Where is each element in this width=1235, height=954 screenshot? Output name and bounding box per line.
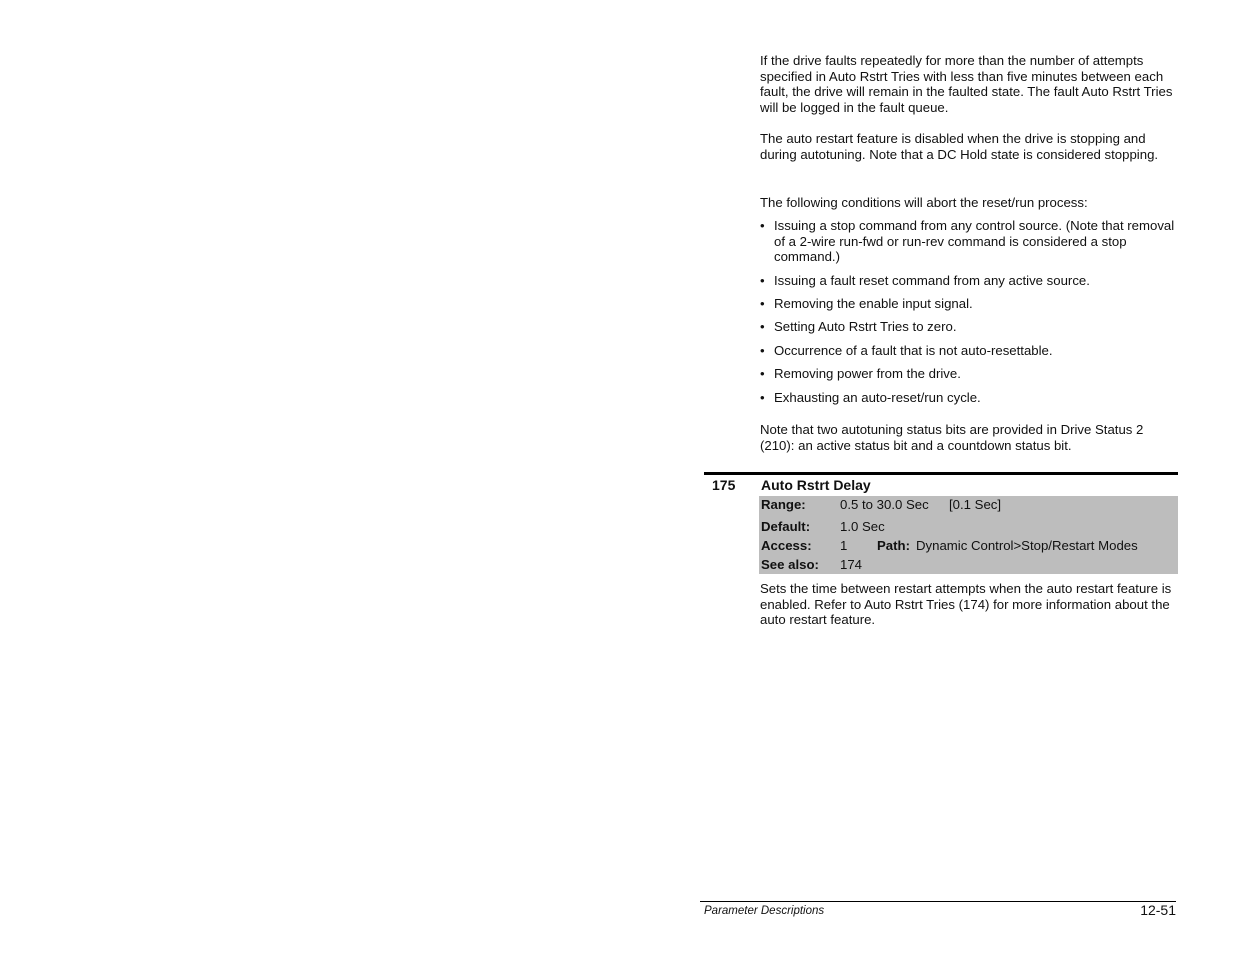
parameter-attributes-table	[759, 496, 1178, 574]
path-value: Dynamic Control>Stop/Restart Modes	[916, 538, 1138, 553]
paragraph-autotune-note: Note that two autotuning status bits are provided in Drive Status 2 (210): an active status bit and a countdown status bit.	[760, 422, 1144, 453]
parameter-divider	[704, 472, 1178, 475]
range-row	[761, 497, 1174, 513]
parameter-number: 175	[712, 477, 736, 493]
path-label: Path:	[877, 538, 910, 553]
range-value: 0.5 to 30.0 Sec	[840, 497, 929, 512]
access-label: Access:	[761, 538, 812, 553]
default-row	[761, 519, 1174, 535]
range-label: Range:	[761, 497, 806, 512]
list-item: • Issuing a fault reset command from any active source.	[760, 273, 1178, 289]
list-item: • Issuing a stop command from any control source. (Note that removal of a 2-wire run-fwd or run-rev command is considered a stop command.)	[760, 218, 1178, 265]
list-item: • Occurrence of a fault that is not auto-resettable.	[760, 343, 1178, 359]
see-also-row	[761, 557, 1174, 573]
paragraph-fault-repeat: If the drive faults repeatedly for more than the number of attempts specified in Auto Rstrt Tries with less than five minutes between each fault, the drive will remain in the faulted state. The fault Auto Rstrt Tries will be logged in the fault queue.	[760, 53, 1173, 115]
parameter-description: Sets the time between restart attempts when the auto restart feature is enabled. Refer to Auto Rstrt Tries (174) for more information about the auto restart feature.	[760, 581, 1172, 628]
abort-conditions-list	[760, 218, 1178, 413]
default-label: Default:	[761, 519, 811, 534]
see-also-value: 174	[840, 557, 863, 572]
page-number: 12-51	[1140, 902, 1176, 918]
default-value: 1.0 Sec	[840, 519, 885, 534]
list-item: • Setting Auto Rstrt Tries to zero.	[760, 319, 1178, 335]
paragraph-abort-conditions-intro: The following conditions will abort the reset/run process:	[760, 195, 1088, 210]
parameter-name: Auto Rstrt Delay	[761, 477, 871, 493]
range-units: [0.1 Sec]	[949, 497, 1002, 512]
list-item: • Removing power from the drive.	[760, 366, 1178, 382]
paragraph-restart-disabled: The auto restart feature is disabled when the drive is stopping and during autotuning. Note that a DC Hold state is considered stopping.	[760, 131, 1159, 162]
see-also-label: See also:	[761, 557, 819, 572]
footer-section-title: Parameter Descriptions	[704, 905, 825, 917]
access-row	[761, 538, 1174, 554]
list-item: • Exhausting an auto-reset/run cycle.	[760, 390, 1178, 406]
list-item: • Removing the enable input signal.	[760, 296, 1178, 312]
access-value: 1	[840, 538, 848, 553]
footer-divider	[700, 901, 1176, 902]
